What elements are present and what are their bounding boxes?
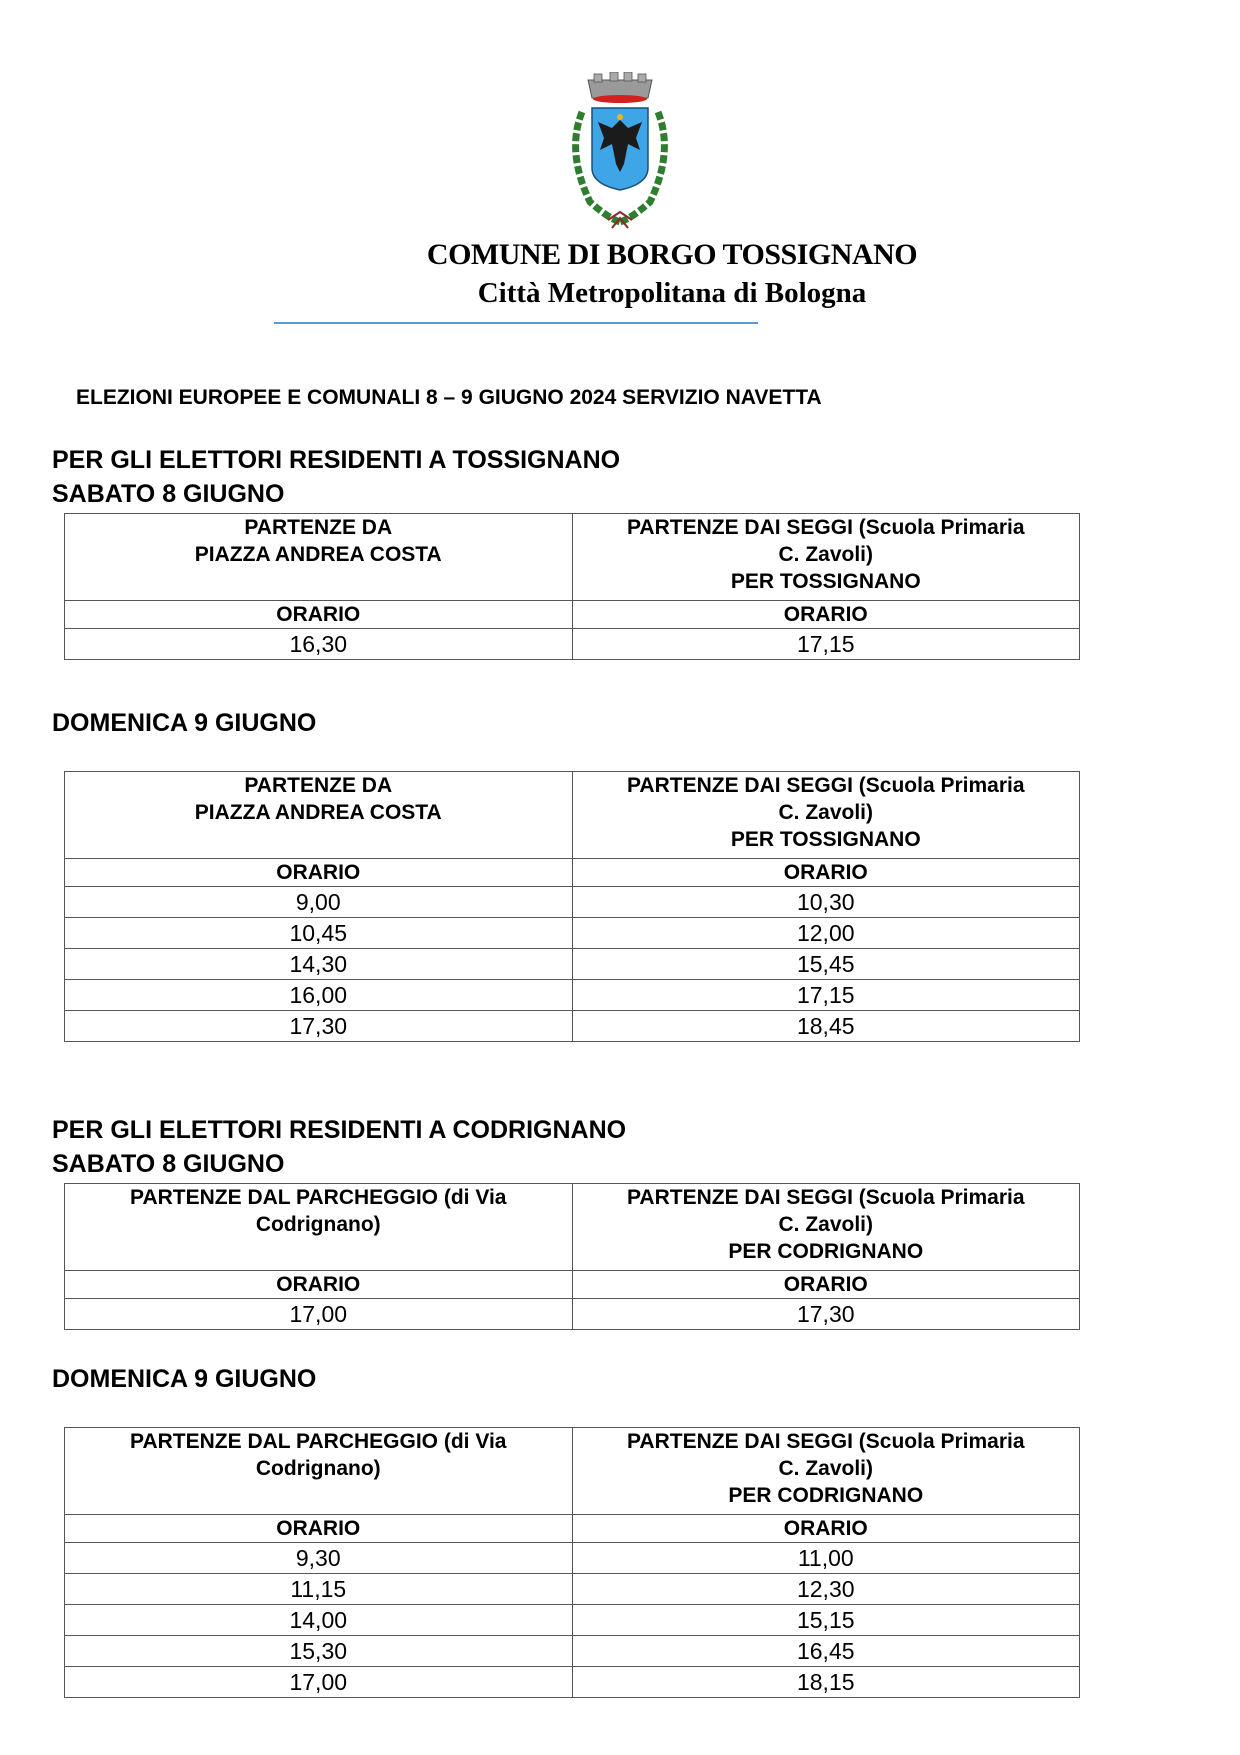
return-time: 16,45 (572, 1636, 1080, 1667)
table-row (65, 1605, 1080, 1636)
label-orario: ORARIO (572, 859, 1080, 887)
column-header-return (572, 1184, 1080, 1271)
return-time: 12,30 (572, 1574, 1080, 1605)
departure-time: 15,30 (65, 1636, 573, 1667)
header-line: C. Zavoli) (778, 1213, 873, 1236)
return-time: 17,15 (572, 629, 1080, 660)
departure-time: 17,30 (65, 1011, 573, 1042)
document-title: ELEZIONI EUROPEE E COMUNALI 8 – 9 GIUGNO 2024 SERVIZIO NAVETTA (76, 386, 822, 409)
comune-subtitle: Città Metropolitana di Bologna (477, 277, 867, 309)
departure-time: 17,00 (65, 1667, 573, 1698)
table-row (65, 1667, 1080, 1698)
day-title-sabato: SABATO 8 GIUGNO (52, 480, 285, 508)
label-orario: ORARIO (572, 1271, 1080, 1299)
column-header-return (572, 1428, 1080, 1515)
table-row (65, 1011, 1080, 1042)
header-line: PARTENZE DA (244, 774, 393, 797)
header-line: PER CODRIGNANO (728, 1240, 924, 1263)
day-title-domenica: DOMENICA 9 GIUGNO (52, 709, 317, 737)
table-row (65, 629, 1080, 660)
return-time: 18,15 (572, 1667, 1080, 1698)
column-header-departure (65, 1428, 573, 1515)
table-row (65, 980, 1080, 1011)
table-label-row (65, 601, 1080, 629)
schedule-table-tossignano-sabato (64, 513, 1080, 660)
column-header-departure (65, 514, 573, 601)
header-line: PER CODRIGNANO (728, 1484, 924, 1507)
header-line: PARTENZE DAL PARCHEGGIO (di Via (130, 1186, 507, 1209)
label-orario: ORARIO (65, 1271, 573, 1299)
departure-time: 14,00 (65, 1605, 573, 1636)
return-time: 15,15 (572, 1605, 1080, 1636)
coat-of-arms-icon (560, 72, 680, 232)
departure-time: 10,45 (65, 918, 573, 949)
return-time: 12,00 (572, 918, 1080, 949)
schedule-table-codrignano-sabato (64, 1183, 1080, 1330)
label-orario: ORARIO (572, 1515, 1080, 1543)
header-line: PIAZZA ANDREA COSTA (194, 801, 442, 824)
return-time: 17,30 (572, 1299, 1080, 1330)
table-row (65, 1636, 1080, 1667)
table-row (65, 1574, 1080, 1605)
departure-time: 17,00 (65, 1299, 573, 1330)
header-line: PER TOSSIGNANO (730, 828, 921, 851)
departure-time: 9,00 (65, 887, 573, 918)
header-line: C. Zavoli) (778, 1457, 873, 1480)
return-time: 18,45 (572, 1011, 1080, 1042)
table-label-row (65, 1515, 1080, 1543)
schedule-table-codrignano-domenica (64, 1427, 1080, 1698)
header-line: PARTENZE DAI SEGGI (Scuola Primaria (626, 516, 1025, 539)
label-orario: ORARIO (572, 601, 1080, 629)
header-line: C. Zavoli) (778, 543, 873, 566)
table-row (65, 1543, 1080, 1574)
departure-time: 9,30 (65, 1543, 573, 1574)
departure-time: 14,30 (65, 949, 573, 980)
comune-name: COMUNE DI BORGO TOSSIGNANO (426, 238, 918, 271)
return-time: 10,30 (572, 887, 1080, 918)
table-header-row (65, 1428, 1080, 1515)
table-row (65, 949, 1080, 980)
table-header-row (65, 514, 1080, 601)
header-line: PARTENZE DAI SEGGI (Scuola Primaria (626, 1430, 1025, 1453)
departure-time: 11,15 (65, 1574, 573, 1605)
table-row (65, 887, 1080, 918)
header-line: Codrignano) (255, 1213, 381, 1236)
header-line: PARTENZE DAI SEGGI (Scuola Primaria (626, 1186, 1025, 1209)
table-row (65, 918, 1080, 949)
table-row (65, 1299, 1080, 1330)
table-label-row (65, 1271, 1080, 1299)
departure-time: 16,30 (65, 629, 573, 660)
day-title-domenica: DOMENICA 9 GIUGNO (52, 1365, 317, 1393)
departure-time: 16,00 (65, 980, 573, 1011)
header-line: PARTENZE DA (244, 516, 393, 539)
label-orario: ORARIO (65, 1515, 573, 1543)
section-title-codrignano: PER GLI ELETTORI RESIDENTI A CODRIGNANO (52, 1116, 627, 1144)
header-line: C. Zavoli) (778, 801, 873, 824)
return-time: 17,15 (572, 980, 1080, 1011)
column-header-departure (65, 772, 573, 859)
table-header-row (65, 1184, 1080, 1271)
label-orario: ORARIO (65, 859, 573, 887)
column-header-return (572, 772, 1080, 859)
return-time: 15,45 (572, 949, 1080, 980)
schedule-table-tossignano-domenica (64, 771, 1080, 1042)
column-header-departure (65, 1184, 573, 1271)
header-line: PIAZZA ANDREA COSTA (194, 543, 442, 566)
table-header-row (65, 772, 1080, 859)
section-title-tossignano: PER GLI ELETTORI RESIDENTI A TOSSIGNANO (52, 446, 621, 474)
header-line: Codrignano) (255, 1457, 381, 1480)
day-title-sabato: SABATO 8 GIUGNO (52, 1150, 285, 1178)
table-label-row (65, 859, 1080, 887)
label-orario: ORARIO (65, 601, 573, 629)
column-header-return (572, 514, 1080, 601)
return-time: 11,00 (572, 1543, 1080, 1574)
header-line: PARTENZE DAL PARCHEGGIO (di Via (130, 1430, 507, 1453)
header-divider (274, 322, 758, 324)
header-line: PARTENZE DAI SEGGI (Scuola Primaria (626, 774, 1025, 797)
header-line: PER TOSSIGNANO (730, 570, 921, 593)
